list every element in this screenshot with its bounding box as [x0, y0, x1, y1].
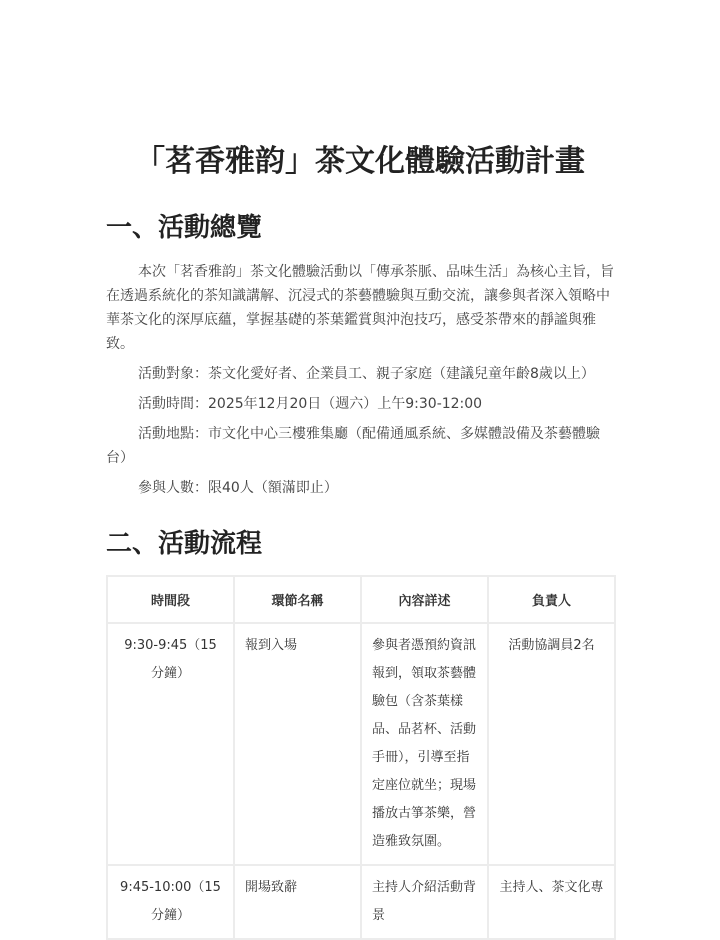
- info-time: 活動時間：2025年12月20日（週六）上午9:30-12:00: [138, 396, 483, 412]
- cell-time: 9:30-9:45（15分鐘）: [107, 623, 234, 865]
- table-row: [107, 623, 615, 865]
- info-audience: 活動對象：茶文化愛好者、企業員工、親子家庭（建議兒童年齡8歲以上）: [138, 366, 595, 382]
- info-capacity: 參與人數：限40人（額滿即止）: [138, 480, 338, 496]
- cell-name: 報到入場: [234, 623, 361, 865]
- table-row: [107, 865, 615, 939]
- section-heading-overview: 一、活動總覽: [106, 213, 263, 243]
- table-header-row: [107, 576, 615, 623]
- document-title: 「茗香雅韵」茶文化體驗活動計畫: [135, 144, 585, 179]
- cell-detail: 主持人介紹活動背景: [361, 865, 488, 939]
- cell-time: 9:45-10:00（15分鐘）: [107, 865, 234, 939]
- cell-detail: 參與者憑預約資訊報到，領取茶藝體驗包（含茶葉樣品、品茗杯、活動手冊），引導至指定座位就坐；現場播放古箏茶樂，營造雅致氛圍。: [361, 623, 488, 865]
- overview-intro-paragraph: 本次「茗香雅韵」茶文化體驗活動以「傳承茶脈、品味生活」為核心主旨，旨在透過系統化的茶知識講解、沉浸式的茶藝體驗與互動交流，讓參與者深入領略中華茶文化的深厚底蘊，掌握基礎的茶葉鑑賞與沖泡技巧，感受茶帶來的靜謐與雅致。: [106, 264, 614, 352]
- section-heading-flow: 二、活動流程: [106, 529, 263, 559]
- cell-owner: 活動協調員2名: [488, 623, 615, 865]
- column-header-owner: 負責人: [488, 576, 615, 623]
- column-header-name: 環節名稱: [234, 576, 361, 623]
- column-header-detail: 內容詳述: [361, 576, 488, 623]
- cell-owner: 主持人、茶文化專: [488, 865, 615, 939]
- overview-section: [106, 260, 616, 500]
- flow-table: [106, 575, 616, 940]
- info-location: 活動地點：市文化中心三樓雅集廳（配備通風系統、多媒體設備及茶藝體驗台）: [106, 426, 600, 466]
- column-header-time: 時間段: [107, 576, 234, 623]
- cell-name: 開場致辭: [234, 865, 361, 939]
